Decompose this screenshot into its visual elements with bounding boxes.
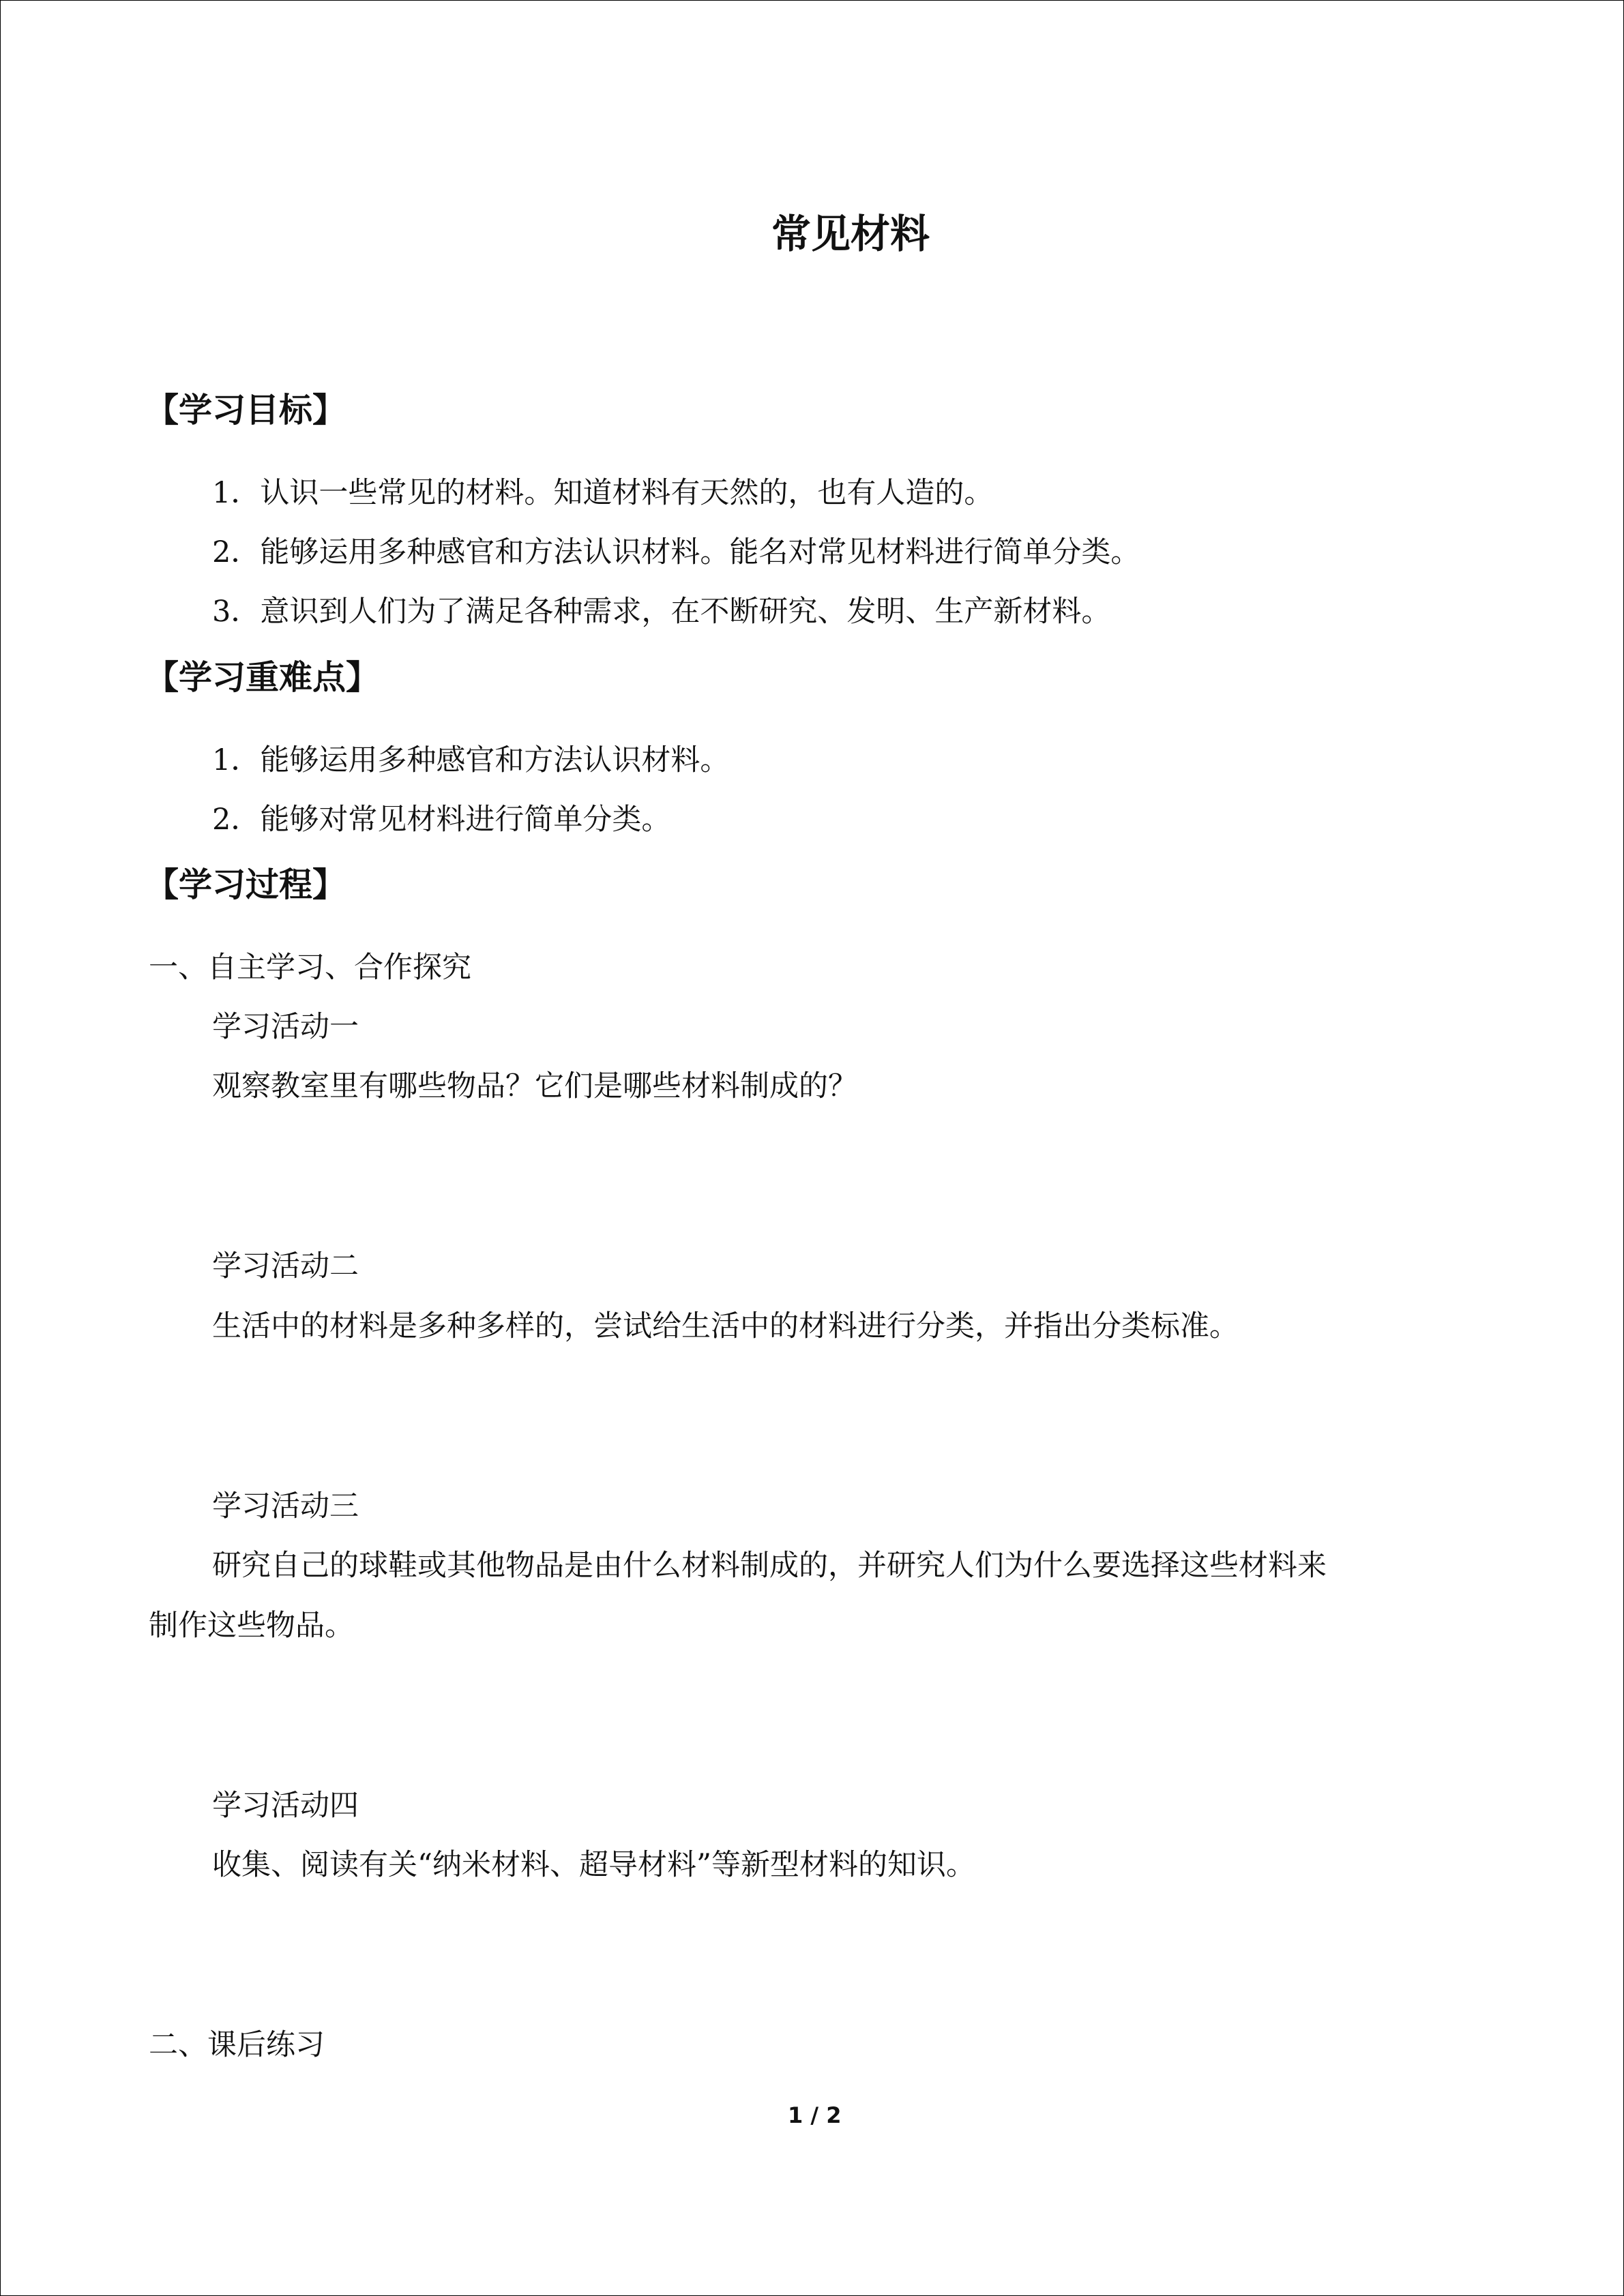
- activity-text: 研究自己的球鞋或其他物品是由什么材料制成的，并研究人们为什么要选择这些材料来: [212, 1549, 1327, 1583]
- section-heading-objectives: 【学习目标】: [145, 391, 346, 430]
- key-point-item: 2．能够对常见材料进行简单分类。: [212, 803, 671, 837]
- activity-name: 学习活动二: [212, 1249, 359, 1283]
- page-title: 常见材料: [771, 211, 930, 257]
- activity-name: 学习活动四: [212, 1789, 359, 1823]
- activity-name: 学习活动一: [212, 1010, 359, 1044]
- activity-text: 观察教室里有哪些物品？它们是哪些材料制成的？: [212, 1069, 857, 1103]
- key-point-item: 1．能够运用多种感官和方法认识材料。: [212, 743, 730, 777]
- activity-text: 收集、阅读有关“纳米材料、超导材料”等新型材料的知识。: [212, 1848, 975, 1882]
- activity-name: 学习活动三: [212, 1489, 359, 1523]
- section-heading-process: 【学习过程】: [145, 865, 346, 904]
- objective-item: 1．认识一些常见的材料。知道材料有天然的，也有人造的。: [212, 476, 994, 510]
- page-number: 1 / 2: [788, 2102, 842, 2128]
- activity-text: 制作这些物品。: [149, 1609, 354, 1643]
- objective-item: 2．能够运用多种感官和方法认识材料。能名对常见材料进行简单分类。: [212, 535, 1140, 569]
- section-heading-key-points: 【学习重难点】: [145, 658, 380, 697]
- process-part-title: 一、自主学习、合作探究: [149, 951, 471, 985]
- process-part-title: 二、课后练习: [149, 2028, 325, 2062]
- objective-item: 3．意识到人们为了满足各种需求，在不断研究、发明、生产新材料。: [212, 595, 1111, 629]
- activity-text: 生活中的材料是多种多样的，尝试给生活中的材料进行分类，并指出分类标准。: [212, 1309, 1239, 1343]
